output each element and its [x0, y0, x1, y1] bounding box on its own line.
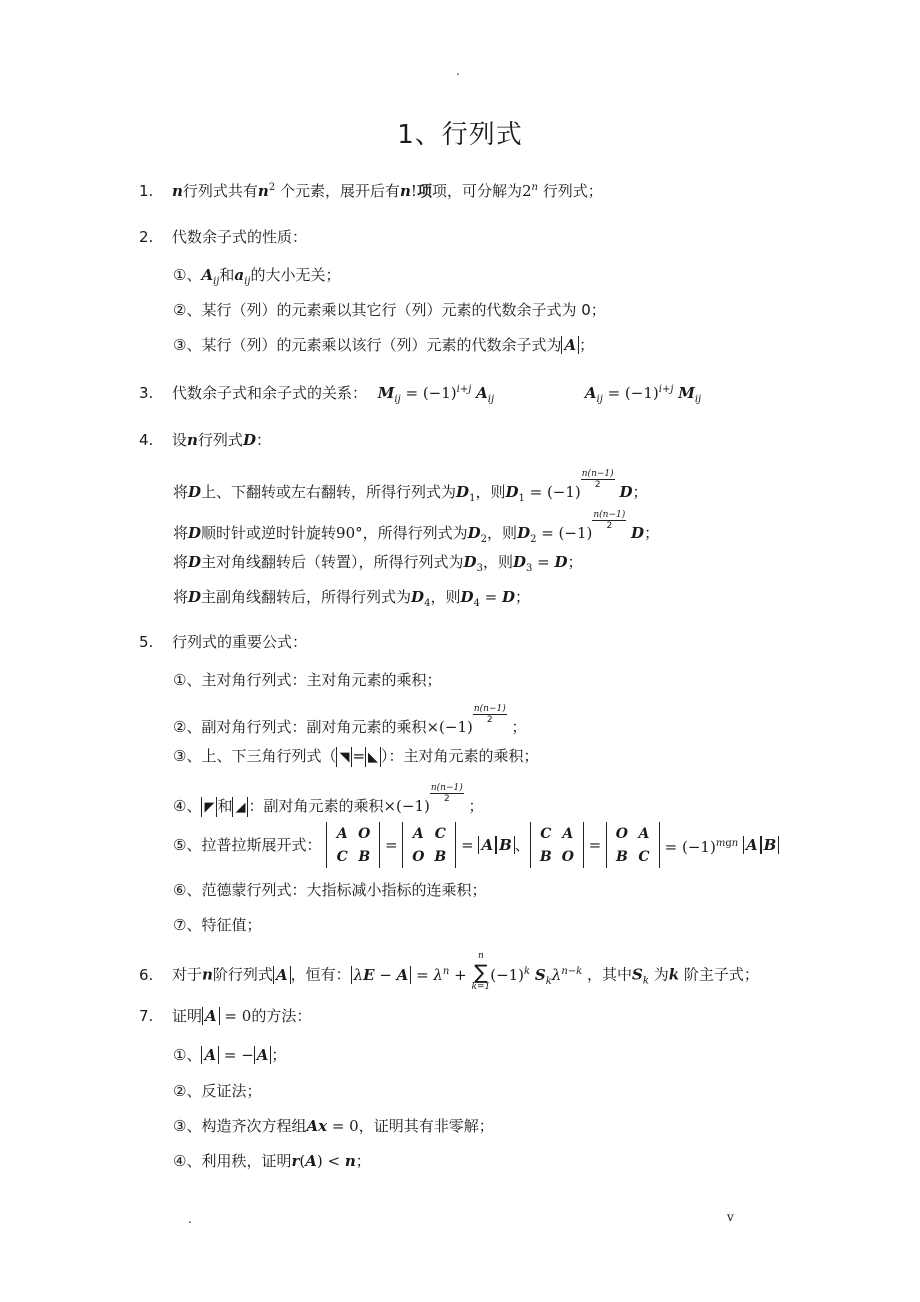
- list-item-5: 5. 行列式的重要公式：: [139, 633, 308, 651]
- sub-item-2-1: ①、$A_{ij}$和$a_{ij}$的大小无关；: [173, 266, 341, 287]
- list-item-4: 4. 设n行列式D：: [139, 431, 271, 449]
- sub-item-4-2: 将D顺时针或逆时针旋转90°，所得行列式为$D_2$，则$D_2 = (-1)$ $\frac{n(n-1)}{2}$ D；: [173, 510, 660, 545]
- list-item-6: 6. 对于n阶行列式 A ，恒有： $\lambda E - A = \lambda^n$ + n ∑ k=1 $(-1)^k$ $S_k\lambda^{n-k}$ ，其中$S_k$ 为k 阶主子式；: [139, 951, 759, 992]
- sub-item-4-1: 将D上、下翻转或左右翻转，所得行列式为$D_1$，则$D_1 = (-1)$ $\frac{n(n-1)}{2}$ D；: [173, 469, 648, 504]
- list-item-2: 2. 代数余子式的性质：: [139, 228, 308, 246]
- sub-item-7-2: ②、反证法；: [173, 1082, 262, 1100]
- sub-item-5-5: ⑤、拉普拉斯展开式： A O C B = A C O B = A B 、 C A B O = O A B C = $(-1)^{mgn}$ A B: [173, 822, 779, 868]
- list-item-3: 3. 代数余子式和余子式的关系： $M_{ij} = (-1)^{i+j}$ $A_{ij}$ $A_{ij} = (-1)^{i+j}$ $M_{ij}$: [139, 384, 702, 405]
- list-item-7: 7. 证明 A = 0的方法：: [139, 1007, 312, 1025]
- list-item-1: 1. n行列式共有$n^2$ 个元素，展开后有n!项项，可分解为2$^n$ 行列式；: [139, 176, 603, 203]
- sub-item-2-2: ②、某行（列）的元素乘以其它行（列）元素的代数余子式为 0；: [173, 301, 606, 319]
- header-dot: .: [456, 64, 460, 78]
- sub-item-5-6: ⑥、范德蒙行列式：大指标减小指标的连乘积；: [173, 881, 487, 899]
- sub-item-5-7: ⑦、特征值；: [173, 916, 262, 934]
- sub-item-2-3: ③、某行（列）的元素乘以该行（列）元素的代数余子式为 A ；: [173, 336, 595, 354]
- sub-item-7-4: ④、利用秩，证明r(A) < n；: [173, 1152, 371, 1170]
- sub-item-7-3: ③、构造齐次方程组Ax = 0，证明其有非零解；: [173, 1117, 494, 1135]
- sub-item-5-2: ②、副对角行列式：副对角元素的乘积×(−1) $\frac{n(n-1)}{2}$ ；: [173, 704, 527, 736]
- sub-item-5-3: ③、上、下三角行列式（ ◥ = ◣ ）：主对角元素的乘积；: [173, 747, 539, 765]
- footer-mark: v: [727, 1210, 734, 1224]
- page-title: 1、行列式: [397, 120, 523, 150]
- sub-item-5-4: ④、 ◤ 和 ◢ ：副对角元素的乘积×(−1) $\frac{n(n-1)}{2}$ ；: [173, 783, 484, 815]
- sub-item-4-3: 将D主对角线翻转后（转置），所得行列式为$D_3$，则$D_3 = D$；: [173, 553, 583, 574]
- sub-item-5-1: ①、主对角行列式：主对角元素的乘积；: [173, 671, 442, 689]
- footer-dot: .: [188, 1212, 192, 1226]
- item-number: 1.: [139, 182, 154, 200]
- sub-item-4-4: 将D主副角线翻转后，所得行列式为$D_4$，则$D_4 = D$；: [173, 588, 530, 609]
- sub-item-7-1: ①、 A = − A ；: [173, 1046, 287, 1064]
